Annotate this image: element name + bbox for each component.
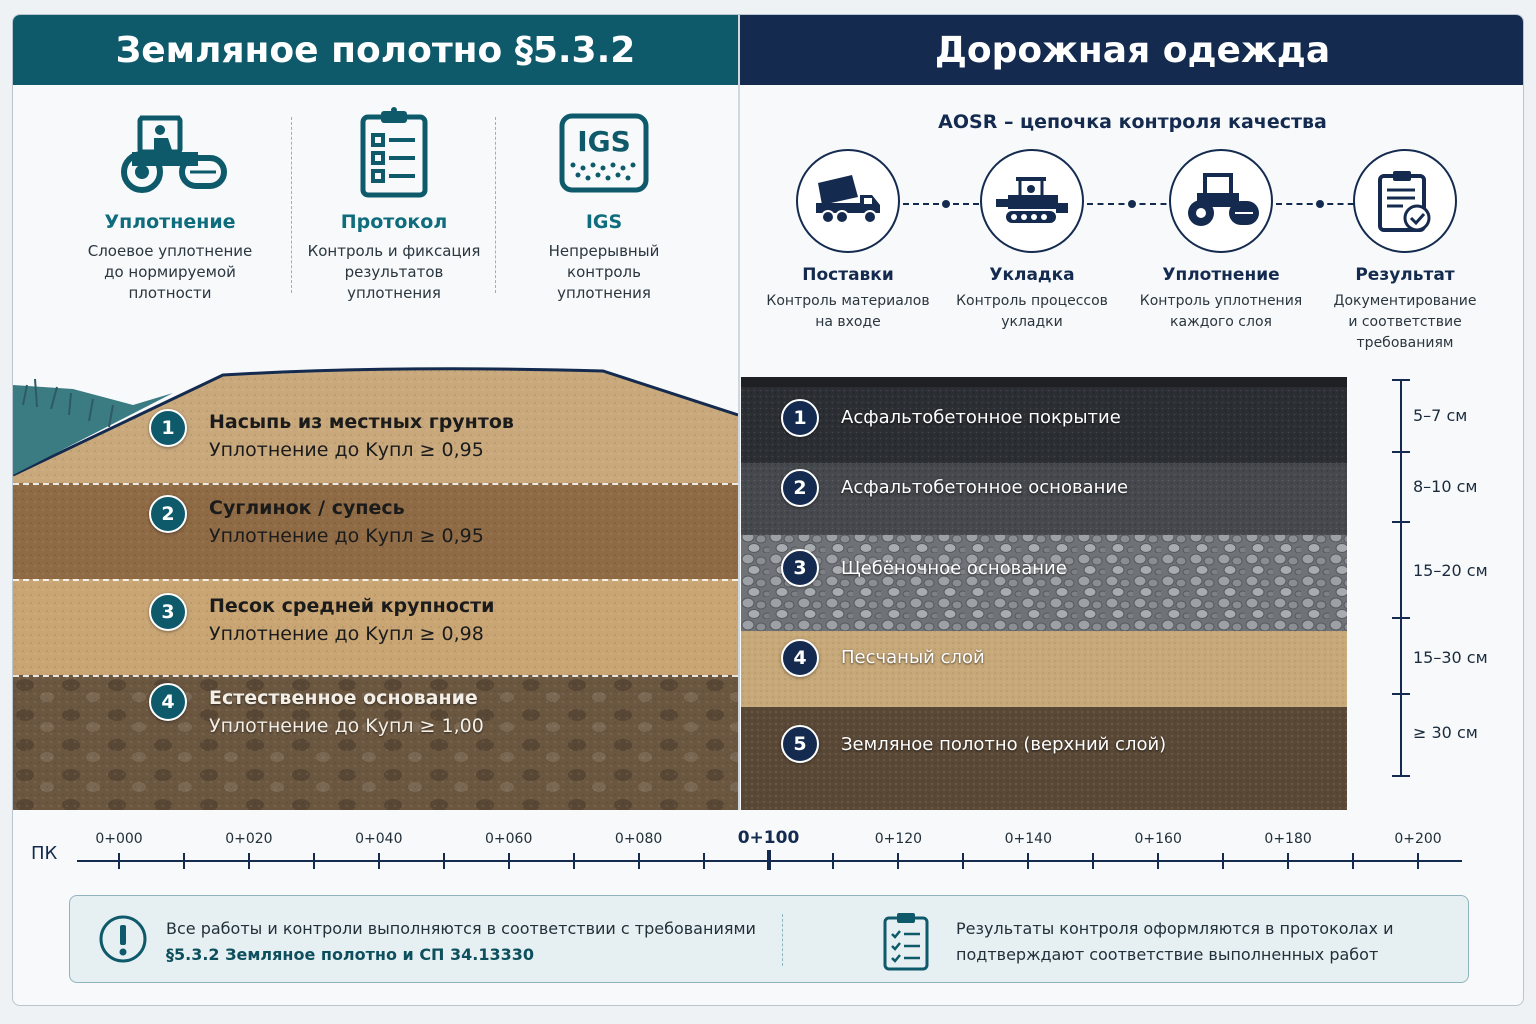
thickness-label: 8–10 см	[1413, 477, 1478, 496]
step-laying	[942, 149, 1122, 333]
pk-tick	[378, 853, 380, 869]
layer-divider	[13, 675, 738, 677]
pavement-layer-1: Асфальтобетонное покрытие	[841, 407, 1121, 428]
step-desc: Контроль уплотнения каждого слоя	[1139, 293, 1303, 330]
pk-mark-label: 0+060	[485, 831, 533, 847]
left-header	[13, 15, 738, 85]
pk-mark-label: 0+080	[614, 831, 663, 847]
pk-mark-label: 0+160	[1134, 831, 1182, 847]
soil-layer-number: 1	[149, 409, 187, 447]
pavement-layer-3: Щебёночное основание	[841, 558, 1067, 579]
pavement-layer-number: 1	[781, 399, 819, 437]
pavement-layer-number: 2	[781, 469, 819, 507]
svg-text:IGS: IGS	[577, 125, 631, 158]
pk-tick	[638, 853, 640, 869]
vertical-divider	[738, 15, 740, 810]
pk-mark-label: 0+180	[1264, 831, 1312, 847]
feature-protocol	[289, 105, 499, 304]
thickness-dimension-line	[1400, 379, 1402, 777]
pk-minor-tick	[313, 853, 315, 869]
right-header	[740, 15, 1524, 85]
step-supply	[758, 149, 938, 333]
checklist-icon	[1353, 149, 1457, 253]
thickness-label: 15–30 см	[1413, 648, 1488, 667]
feature-desc: Слоевое уплотнение до нормируемой плотности	[87, 242, 253, 302]
left-header-title: Земляное полотно §5.3.2	[115, 29, 636, 71]
thickness-label: 5–7 см	[1413, 406, 1468, 425]
step-title: Укладка	[989, 265, 1075, 285]
pk-mark-label: 0+100	[737, 828, 800, 848]
feature-compaction	[65, 105, 275, 304]
dimension-tick	[1392, 521, 1410, 523]
step-compaction	[1131, 149, 1311, 333]
pavement-layer-number: 5	[781, 725, 819, 763]
feature-desc: Контроль и фиксация результатов уплотнения	[307, 242, 481, 302]
pk-minor-tick	[443, 853, 445, 869]
thickness-label: ≥ 30 см	[1413, 723, 1478, 742]
note-left-text: Все работы и контроли выполняются в соответствии с требованиями §5.3.2 Земляное полотно и СП 34.13330	[166, 919, 756, 964]
pk-tick	[248, 853, 250, 869]
feature-divider	[495, 117, 496, 293]
soil-layer-number: 2	[149, 495, 187, 533]
pk-tick	[508, 853, 510, 869]
pk-minor-tick	[183, 853, 185, 869]
layer-divider	[13, 579, 738, 581]
pk-tick	[1157, 853, 1159, 869]
clipboard-icon	[882, 910, 930, 976]
step-title: Результат	[1355, 265, 1455, 285]
pk-mark-label: 0+040	[355, 831, 403, 847]
pk-minor-tick	[1352, 853, 1354, 869]
pavement-layer-5: Земляное полотно (верхний слой)	[841, 734, 1167, 755]
step-result	[1315, 149, 1495, 354]
feature-title: Уплотнение	[104, 211, 236, 233]
roller-icon	[65, 105, 275, 201]
bottom-note	[69, 895, 1469, 983]
soil-layer-1: Насыпь из местных грунтов Уплотнение до Kупл ≥ 0,95	[209, 411, 514, 461]
step-desc: Контроль процессов укладки	[956, 293, 1108, 330]
pk-minor-tick	[1222, 853, 1224, 869]
pk-tick	[118, 853, 120, 869]
pk-mark-label: 0+020	[225, 831, 273, 847]
dimension-tick	[1392, 775, 1410, 777]
pavement-layer-2: Асфальтобетонное основание	[841, 477, 1129, 498]
pk-minor-tick	[573, 853, 575, 869]
dimension-tick	[1392, 693, 1410, 695]
pk-minor-tick	[832, 853, 834, 869]
pk-tick	[897, 853, 899, 869]
pk-label: ПК	[31, 843, 58, 864]
pk-mark-label: 0+140	[1004, 831, 1052, 847]
soil-layer-number: 3	[149, 593, 187, 631]
dimension-tick	[1392, 617, 1410, 619]
note-divider	[782, 914, 783, 966]
pavement-layer-4: Песчаный слой	[841, 647, 985, 668]
soil-layer-2: Суглинок / супесь Уплотнение до Kупл ≥ 0,95	[209, 497, 484, 547]
thickness-label: 15–20 см	[1413, 561, 1488, 580]
dump-truck-icon	[796, 149, 900, 253]
exclamation-icon	[98, 914, 148, 968]
feature-title: IGS	[585, 211, 623, 233]
pk-tick	[1027, 853, 1029, 869]
dimension-tick	[1392, 451, 1410, 453]
compactor-icon	[1169, 149, 1273, 253]
dimension-tick	[1392, 379, 1410, 381]
pk-tick	[1287, 853, 1289, 869]
pk-tick	[1417, 853, 1419, 869]
pavement-layer-number: 4	[781, 639, 819, 677]
right-header-title: Дорожная одежда	[934, 29, 1331, 71]
soil-layer-4: Естественное основание Уплотнение до Kупл ≥ 1,00	[209, 687, 484, 737]
step-desc: Документирование и соответствие требованиям	[1333, 293, 1477, 351]
step-title: Уплотнение	[1162, 265, 1280, 285]
soil-layer-3: Песок средней крупности Уплотнение до Kупл ≥ 0,98	[209, 595, 495, 645]
feature-title: Протокол	[340, 211, 448, 233]
feature-desc: Непрерывный контроль уплотнения	[548, 242, 660, 302]
step-desc: Контроль материалов на входе	[766, 293, 930, 330]
feature-igs	[499, 105, 709, 304]
step-title: Поставки	[802, 265, 894, 285]
igs-icon	[499, 105, 709, 201]
pk-mark-label: 0+120	[874, 831, 923, 847]
pk-mark-label: 0+200	[1394, 831, 1442, 847]
clipboard-icon	[289, 105, 499, 201]
pk-mark-label: 0+000	[95, 831, 143, 847]
aosr-title: AOSR – цепочка контроля качества	[938, 111, 1327, 133]
pk-minor-tick	[703, 853, 705, 869]
paver-icon	[980, 149, 1084, 253]
infographic-frame	[12, 14, 1524, 1006]
layer-divider	[13, 483, 738, 485]
note-right-text: Результаты контроля оформляются в протоколах и подтверждают соответствие выполненных работ	[956, 919, 1394, 964]
pk-tick	[767, 850, 771, 870]
pk-minor-tick	[962, 853, 964, 869]
pavement-layer-number: 3	[781, 549, 819, 587]
soil-layer-number: 4	[149, 683, 187, 721]
pk-minor-tick	[1092, 853, 1094, 869]
